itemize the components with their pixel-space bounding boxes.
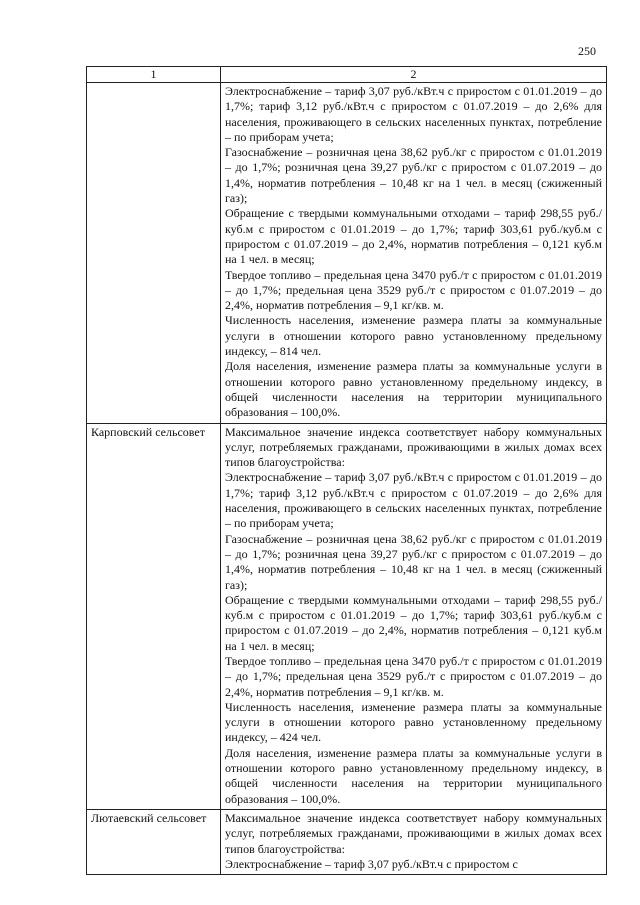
column-header-1: 1 <box>87 67 221 83</box>
paragraph: Обращение с твердыми коммунальными отходами – тариф 298,55 руб./куб.м с приростом с 01.01.2019 – до 1,7%; тариф 303,61 руб./куб.м с приростом с 01.07.2019 – до 2,4%, норматив потребления – 0,121 куб.м на 1 чел. в месяц; <box>225 206 602 267</box>
paragraph: Обращение с твердыми коммунальными отходами – тариф 298,55 руб./куб.м с приростом с 01.01.2019 – до 1,7%; тариф 303,61 руб./куб.м с приростом с 01.07.2019 – до 2,4%, норматив потребления – 0,121 куб.м на 1 чел. в месяц; <box>225 592 602 653</box>
municipality-name: Карповский сельсовет <box>87 423 221 809</box>
paragraph: Газоснабжение – розничная цена 38,62 руб./кг с приростом с 01.01.2019 – до 1,7%; розничная цена 39,27 руб./кг с приростом с 01.07.2019 – до 1,4%, норматив потребления – 10,48 кг на 1 чел. в месяц (сжиженный газ); <box>225 531 602 592</box>
paragraph: Электроснабжение – тариф 3,07 руб./кВт.ч с приростом с 01.01.2019 – до 1,7%; тариф 3,12 руб./кВт.ч с приростом с 01.07.2019 – до 2,6% для населения, проживающего в сельских населенных пунктах, потребление – по приборам учета; <box>225 84 602 144</box>
row-description <box>221 83 607 424</box>
column-header-2: 2 <box>221 67 607 83</box>
table-row <box>87 423 607 809</box>
paragraph: Максимальное значение индекса соответствует набору коммунальных услуг, потребляемых гражданами, проживающими в жилых домах всех типов благоустройства: <box>225 810 602 856</box>
paragraph: Электроснабжение – тариф 3,07 руб./кВт.ч с приростом с 01.01.2019 – до 1,7%; тариф 3,12 руб./кВт.ч с приростом с 01.07.2019 – до 2,6% для населения, проживающего в сельских населенных пунктах, потребление – по приборам учета; <box>225 470 602 531</box>
paragraph: Электроснабжение – тариф 3,07 руб./кВт.ч с приростом с <box>225 856 518 871</box>
paragraph: Твердое топливо – предельная цена 3470 руб./т с приростом с 01.01.2019 – до 1,7%; предельная цена 3529 руб./т с приростом с 01.07.2019 – до 2,4%, норматив потребления – 9,1 кг/кв. м. <box>225 267 602 313</box>
paragraph: Доля населения, изменение размера платы за коммунальные услуги в отношении которого равно установленному предельному индексу, в общей численности населения на территории муниципального образования – 100,0%. <box>225 359 602 420</box>
paragraph: Твердое топливо – предельная цена 3470 руб./т с приростом с 01.01.2019 – до 1,7%; предельная цена 3529 руб./т с приростом с 01.07.2019 – до 2,4%, норматив потребления – 9,1 кг/кв. м. <box>225 653 602 699</box>
table-header-row <box>87 67 607 83</box>
paragraph: Численность населения, изменение размера платы за коммунальные услуги в отношении которого равно установленному предельному индексу, – 424 чел. <box>225 699 602 745</box>
paragraph: Численность населения, изменение размера платы за коммунальные услуги в отношении которого равно установленному предельному индексу, – 814 чел. <box>225 313 602 359</box>
paragraph: Доля населения, изменение размера платы за коммунальные услуги в отношении которого равно установленному предельному индексу, в общей численности населения на территории муниципального образования – 100,0%. <box>225 745 602 806</box>
page-number: 250 <box>578 44 596 58</box>
row-description <box>221 809 607 874</box>
paragraph: Максимальное значение индекса соответствует набору коммунальных услуг, потребляемых гражданами, проживающими в жилых домах всех типов благоустройства: <box>225 424 602 470</box>
municipality-name: Лютаевский сельсовет <box>87 809 221 874</box>
paragraph: Газоснабжение – розничная цена 38,62 руб./кг с приростом с 01.01.2019 – до 1,7%; розничная цена 39,27 руб./кг с приростом с 01.07.2019 – до 1,4%, норматив потребления – 10,48 кг на 1 чел. в месяц (сжиженный газ); <box>225 145 602 206</box>
row-description <box>221 423 607 809</box>
table-row <box>87 809 607 874</box>
table-row <box>87 83 607 424</box>
municipality-name <box>87 83 221 424</box>
tariff-table <box>86 66 607 875</box>
